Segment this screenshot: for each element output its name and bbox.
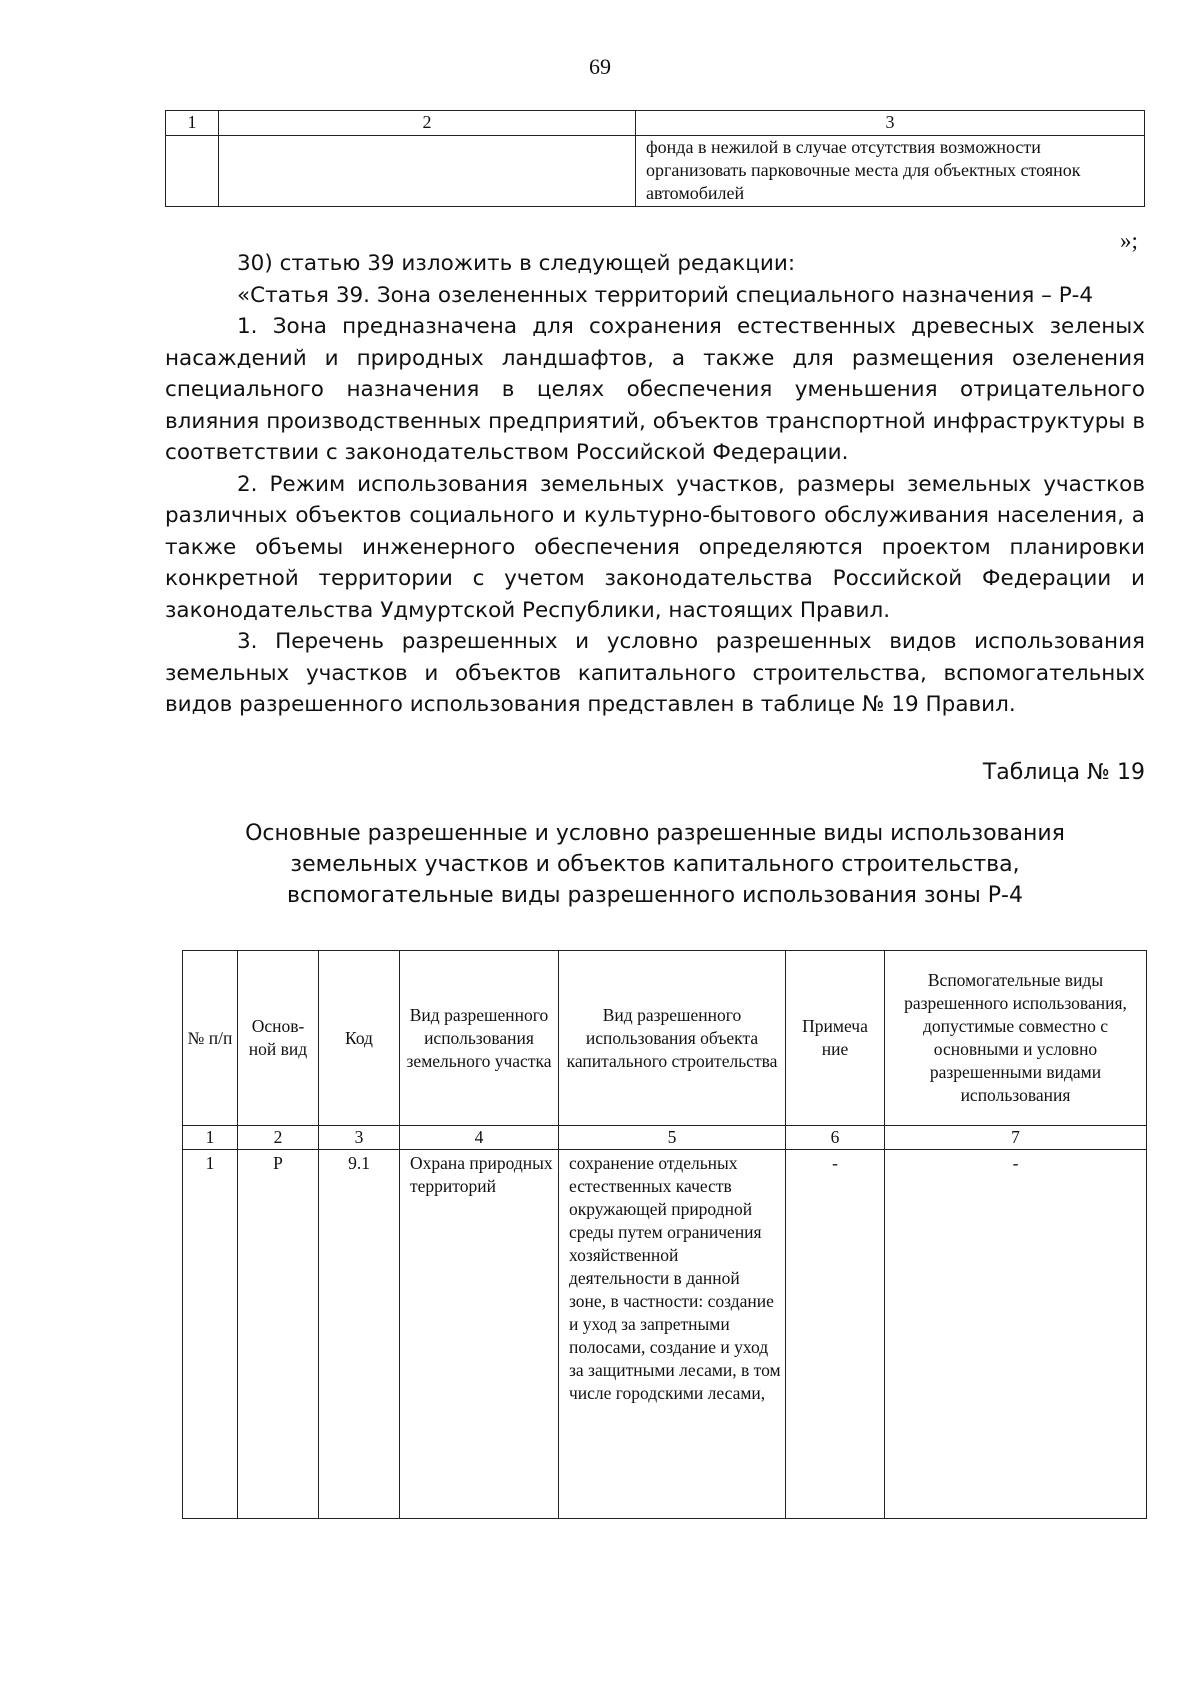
header-land-use: Вид разрешенного использования земельного участка [400,951,559,1126]
header-number: № п/п [183,951,238,1126]
table-cell-col1 [166,136,219,207]
zone-table [182,950,1147,1519]
column-number: 5 [559,1126,786,1150]
header-capital-use: Вид разрешенного использования объекта капитального строительства [559,951,786,1126]
page-number: 69 [589,54,611,79]
table-cell-col3: фонда в нежилой в случае отсутствия возможности организовать парковочные места для объектных стоянок автомобилей [636,136,1145,207]
column-number: 7 [885,1126,1147,1150]
table-title-line: земельных участков и объектов капитального строительства, [290,852,1020,877]
column-header-2: 2 [219,111,636,136]
table-label: Таблица № 19 [982,760,1145,785]
table-title [165,818,1145,911]
column-number: 4 [400,1126,559,1150]
table-row [166,136,1145,207]
row-type: Р [238,1150,319,1519]
column-numbers-row [183,1126,1147,1150]
row-code: 9.1 [319,1150,400,1519]
header-note: Примеча ние [786,951,885,1126]
paragraph-2: 2. Режим использования земельных участков, размеры земельных участков различных объектов социального и культурно-бытового обслуживания населения, а также объемы инженерного обеспечения определяются проектом планировки конкретной территории с учетом законодательства Российской Федерации и законодательства Удмуртской Республики, настоящих Правил. [165,471,1145,623]
paragraph-1: 1. Зона предназначена для сохранения естественных древесных зеленых насаждений и природных ландшафтов, а также для размещения озеленения специального назначения в целях обеспечения уменьшения отрицательного влияния производственных предприятий, объектов транспортной инфраструктуры в соответствии с законодательством Российской Федерации. [165,314,1145,465]
table-cell-col2 [219,136,636,207]
table-row [183,1150,1147,1519]
amendment-intro: 30) статью 39 изложить в следующей редакции: [237,251,796,276]
column-number: 3 [319,1126,400,1150]
header-auxiliary: Вспомогательные виды разрешенного использования, допустимые совместно с основными и условно разрешенными видами использования [885,951,1147,1126]
column-number: 2 [238,1126,319,1150]
row-note: - [786,1150,885,1519]
table-header-row [183,951,1147,1126]
closing-quote: »; [1120,228,1138,253]
column-header-3: 3 [636,111,1145,136]
header-type: Основ-ной вид [238,951,319,1126]
row-number: 1 [183,1150,238,1519]
header-code: Код [319,951,400,1126]
continuation-table [165,110,1145,207]
amendment-text [165,248,1145,721]
article-title: «Статья 39. Зона озелененных территорий специального назначения – Р-4 [237,282,1094,308]
table-header-row [166,111,1145,136]
table-title-line: Основные разрешенные и условно разрешенные виды использования [245,821,1065,846]
row-capital-use: сохранение отдельных естественных качеств окружающей природной среды путем ограничения хозяйственной деятельности в данной зоне, в частности: создание и уход за запретными полосами, создание и уход за защитными лесами, в том числе городскими лесами, [559,1150,786,1519]
column-header-1: 1 [166,111,219,136]
table-title-line: вспомогательные виды разрешенного использования зоны Р-4 [287,883,1023,908]
column-number: 1 [183,1126,238,1150]
column-number: 6 [786,1126,885,1150]
row-auxiliary: - [885,1150,1147,1519]
row-land-use: Охрана природных территорий [400,1150,559,1519]
paragraph-3: 3. Перечень разрешенных и условно разрешенных видов использования земельных участков и объектов капитального строительства, вспомогательных видов разрешенного использования представлен в таблице № 19 Правил. [165,629,1145,717]
